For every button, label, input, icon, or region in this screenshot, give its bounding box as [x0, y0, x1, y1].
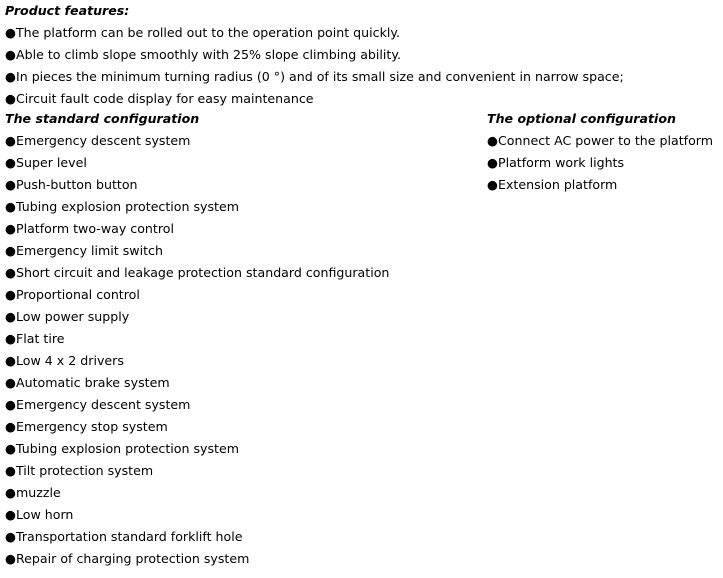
product-features-section: [5, 0, 624, 110]
standard-item: ●Automatic brake system: [5, 375, 170, 390]
feature-item: ●The platform can be rolled out to the operation point quickly.: [5, 25, 401, 40]
optional-item: ●Connect AC power to the platform: [487, 133, 714, 148]
standard-item: ●Transportation standard forklift hole: [5, 529, 243, 544]
standard-item: ●Tilt protection system: [5, 463, 154, 478]
standard-item: ●Platform two-way control: [5, 221, 174, 236]
feature-item: ●In pieces the minimum turning radius (0 °) and of its small size and convenient in narrow space;: [5, 69, 624, 84]
optional-configuration-heading: The optional configuration: [487, 111, 676, 126]
standard-item: ●Emergency descent system: [5, 133, 191, 148]
optional-configuration-section: [487, 108, 713, 196]
standard-item: ●Proportional control: [5, 287, 140, 302]
standard-item: ●Flat tire: [5, 331, 65, 346]
standard-item: ●Tubing explosion protection system: [5, 199, 240, 214]
optional-item: ●Platform work lights: [487, 155, 625, 170]
standard-item: ●Super level: [5, 155, 87, 170]
standard-item: ●Push-button button: [5, 177, 138, 192]
standard-item: ●Emergency stop system: [5, 419, 168, 434]
standard-item: ●Low 4 x 2 drivers: [5, 353, 124, 368]
feature-item: ●Circuit fault code display for easy maintenance: [5, 91, 314, 106]
standard-item: ●Emergency descent system: [5, 397, 191, 412]
standard-configuration-section: [5, 108, 389, 570]
standard-item: ●muzzle: [5, 485, 61, 500]
standard-item: ●Repair of charging protection system: [5, 551, 250, 566]
feature-item: ●Able to climb slope smoothly with 25% slope climbing ability.: [5, 47, 402, 62]
product-features-heading: Product features:: [5, 3, 130, 18]
standard-configuration-heading: The standard configuration: [5, 111, 200, 126]
standard-item: ●Tubing explosion protection system: [5, 441, 240, 456]
standard-item: ●Low horn: [5, 507, 74, 522]
standard-item: ●Emergency limit switch: [5, 243, 163, 258]
standard-item: ●Low power supply: [5, 309, 130, 324]
standard-item: ●Short circuit and leakage protection standard configuration: [5, 265, 390, 280]
optional-item: ●Extension platform: [487, 177, 618, 192]
